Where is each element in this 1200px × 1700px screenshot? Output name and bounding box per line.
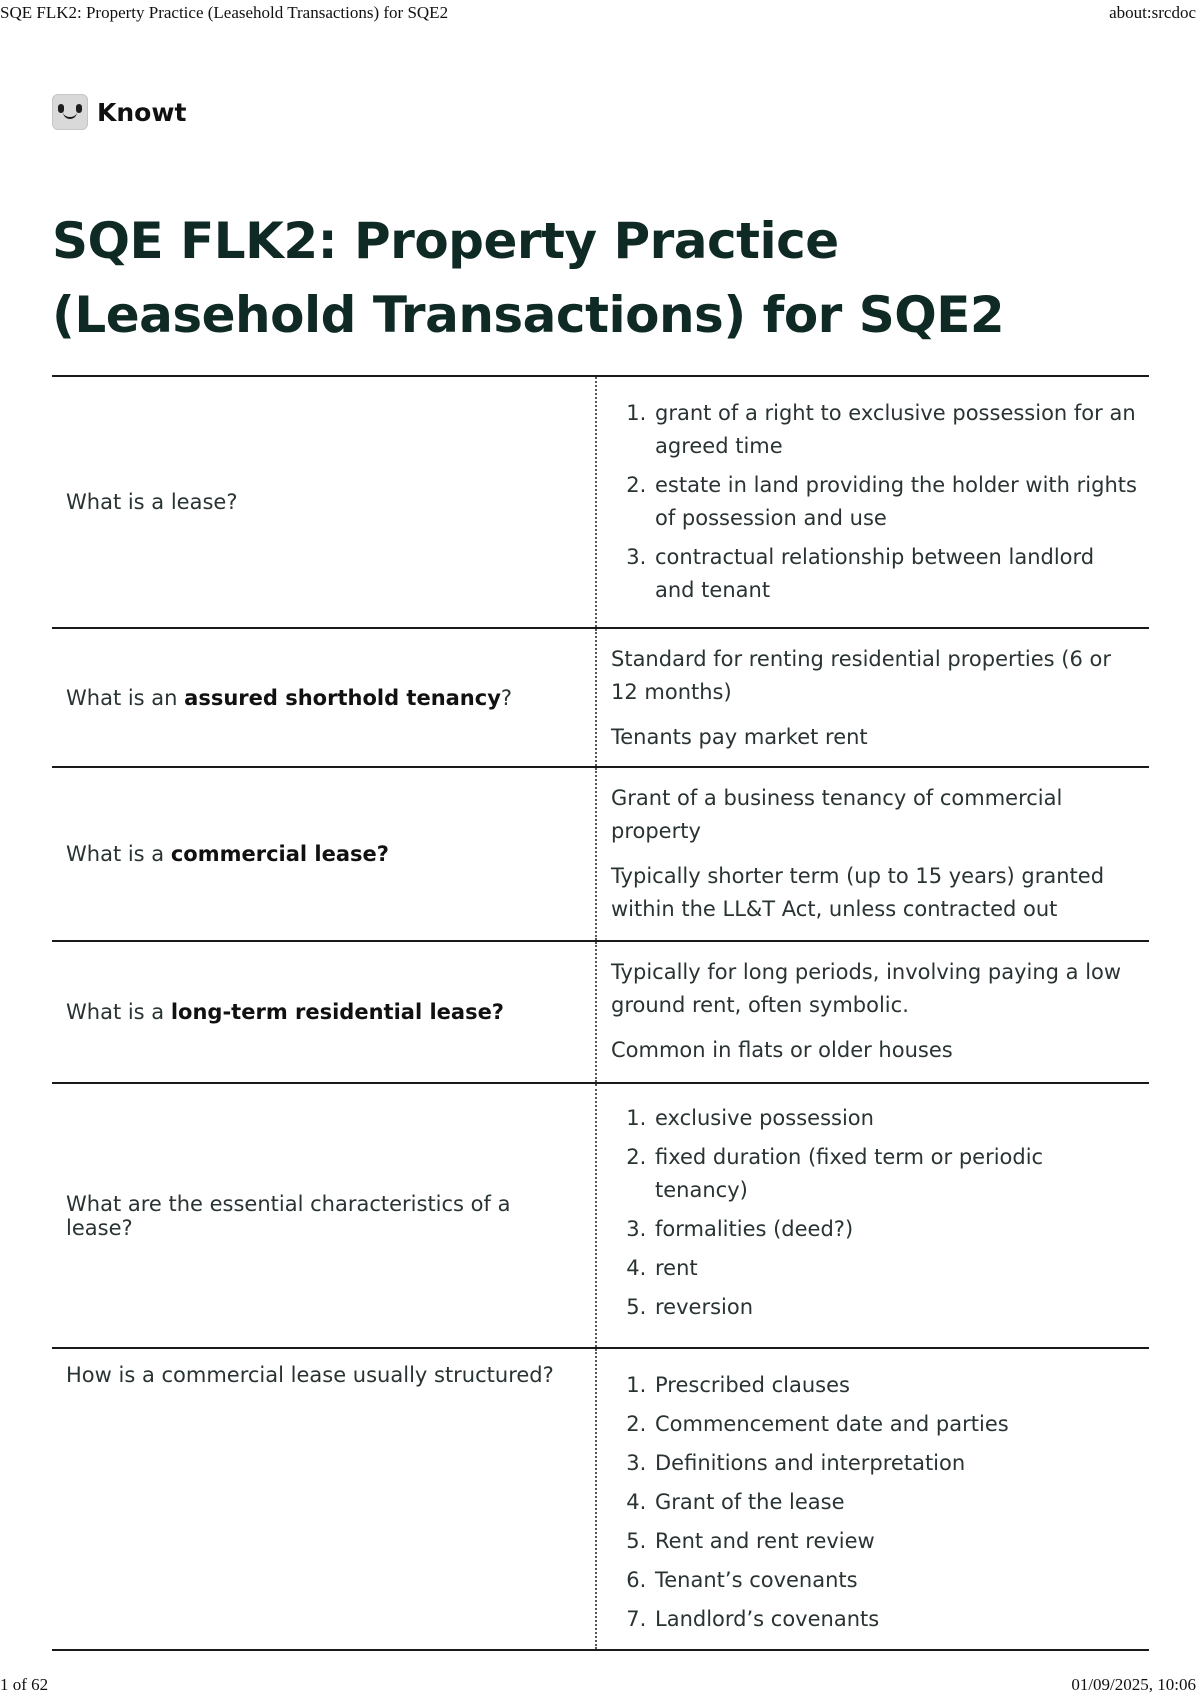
list-item: 6. Tenant’s covenants	[653, 1564, 1137, 1597]
term-text: What are the essential characteristics of a lease?	[66, 1191, 511, 1240]
flashcard-term	[52, 942, 597, 1082]
flashcard-row	[52, 768, 1149, 942]
definition-paragraph: Common in flats or older houses	[611, 1038, 953, 1062]
flashcard-definition	[597, 1084, 1149, 1347]
term-prefix: What is a	[66, 1000, 171, 1024]
definition-list	[611, 1102, 1137, 1324]
list-item: 3. Definitions and interpretation	[653, 1447, 1137, 1480]
flashcard-term	[52, 768, 597, 940]
list-item: 7. Landlord’s covenants	[653, 1603, 1137, 1636]
flashcard-row	[52, 1349, 1149, 1651]
term-keyword: commercial lease?	[170, 842, 389, 866]
list-item: 4. rent	[653, 1252, 1137, 1285]
flashcard-row	[52, 629, 1149, 768]
flashcard-term	[52, 377, 597, 627]
flashcard-definition	[597, 377, 1149, 627]
list-item: 2. Commencement date and parties	[653, 1408, 1137, 1441]
term-keyword: long-term residential lease?	[170, 1000, 504, 1024]
list-item: 1. Prescribed clauses	[653, 1369, 1137, 1402]
term-prefix: What is an	[66, 685, 185, 710]
flashcard-definition	[597, 1349, 1149, 1649]
list-item: 3. contractual relationship between landlord and tenant	[653, 541, 1137, 607]
flashcard-table	[52, 375, 1149, 1651]
flashcard-term	[52, 629, 597, 766]
term-keyword: assured shorthold tenancy	[184, 685, 501, 710]
term-suffix: ?	[500, 685, 513, 710]
flashcard-row	[52, 1084, 1149, 1349]
print-footer	[0, 1675, 1200, 1697]
term-text: How is a commercial lease usually structured?	[66, 1363, 554, 1387]
print-datetime: 01/09/2025, 10:06	[1071, 1675, 1196, 1694]
page-number: 1 of 62	[0, 1675, 49, 1694]
print-header	[0, 3, 1200, 25]
flashcard-row	[52, 377, 1149, 629]
knowt-logo-icon	[52, 94, 88, 130]
list-item: 5. Rent and rent review	[653, 1525, 1137, 1558]
term-text	[66, 686, 512, 710]
flashcard-term	[52, 1084, 597, 1347]
page-title: SQE FLK2: Property Practice (Leasehold Transactions) for SQE2	[52, 212, 1005, 344]
term-prefix: What is a	[66, 842, 171, 866]
print-header-title: SQE FLK2: Property Practice (Leasehold Transactions) for SQE2	[0, 3, 449, 22]
term-text: What is a lease?	[66, 490, 238, 514]
term-text	[66, 1000, 504, 1024]
list-item: 1. exclusive possession	[653, 1102, 1137, 1135]
definition-paragraph: Standard for renting residential properties (6 or 12 months)	[611, 647, 1111, 704]
flashcard-row	[52, 942, 1149, 1084]
list-item: 3. formalities (deed?)	[653, 1213, 1137, 1246]
definition-list	[611, 1369, 1137, 1636]
brand[interactable]	[52, 94, 186, 130]
flashcard-term	[52, 1349, 597, 1649]
brand-name: Knowt	[97, 97, 187, 127]
list-item: 2. fixed duration (fixed term or periodic tenancy)	[653, 1141, 1137, 1207]
list-item: 4. Grant of the lease	[653, 1486, 1137, 1519]
flashcard-definition	[597, 942, 1149, 1082]
term-text	[66, 842, 389, 866]
print-header-url: about:srcdoc	[1109, 3, 1196, 22]
definition-paragraph: Typically shorter term (up to 15 years) granted within the LL&T Act, unless contracted out	[611, 864, 1105, 921]
list-item: 1. grant of a right to exclusive possession for an agreed time	[653, 397, 1137, 463]
definition-paragraph: Typically for long periods, involving paying a low ground rent, often symbolic.	[611, 960, 1122, 1017]
definition-paragraph: Grant of a business tenancy of commercial property	[611, 786, 1063, 843]
list-item: 5. reversion	[653, 1291, 1137, 1324]
definition-paragraph: Tenants pay market rent	[611, 725, 868, 749]
definition-list	[611, 397, 1137, 607]
list-item: 2. estate in land providing the holder with rights of possession and use	[653, 469, 1137, 535]
flashcard-definition	[597, 768, 1149, 940]
flashcard-definition	[597, 629, 1149, 766]
